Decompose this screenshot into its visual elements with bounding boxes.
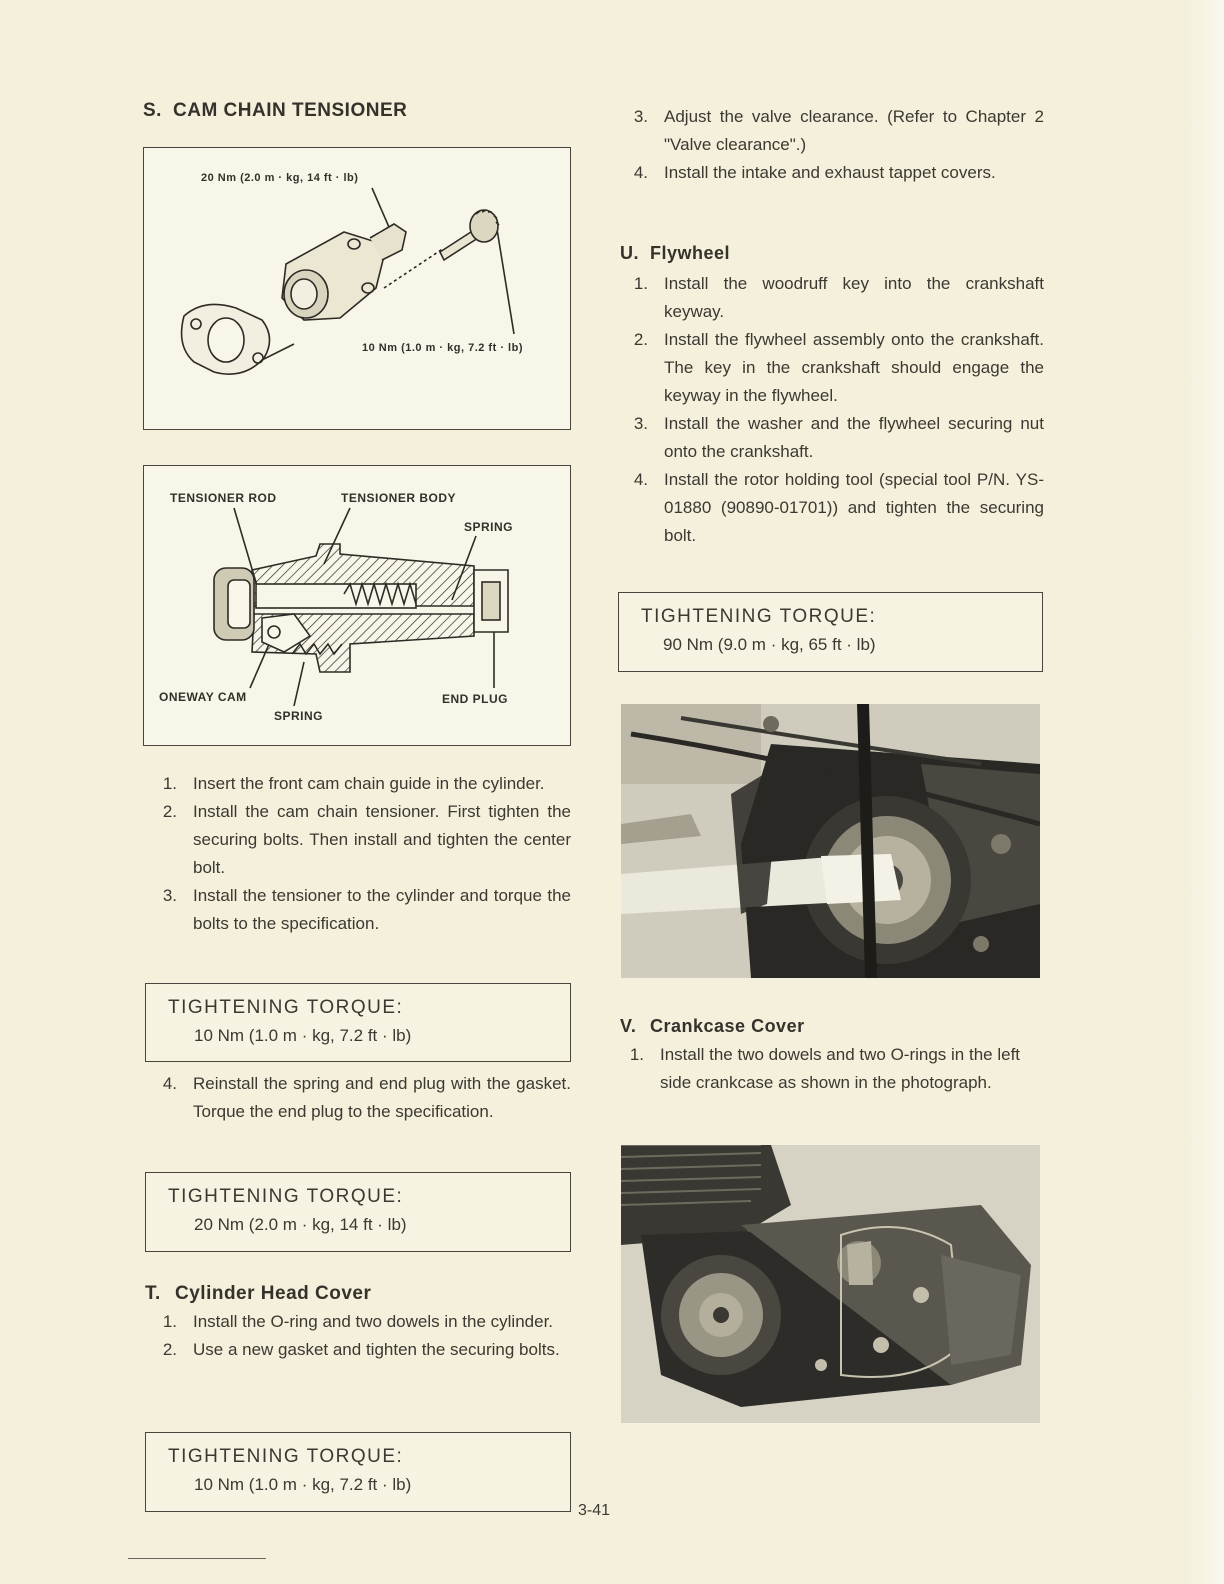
torque-label: TIGHTENING TORQUE: bbox=[168, 1186, 404, 1207]
section-u-heading bbox=[620, 243, 730, 264]
step-number: 4. bbox=[162, 1074, 177, 1093]
section-t-heading bbox=[145, 1283, 371, 1305]
step-text: Install the O-ring and two dowels in the cylinder. bbox=[193, 1312, 554, 1331]
list-item bbox=[145, 1308, 571, 1336]
torque-label: TIGHTENING TORQUE: bbox=[168, 1446, 404, 1467]
step-text: Install the flywheel assembly onto the crankshaft. The key in the crankshaft should engage the keyway in the flywheel. bbox=[664, 330, 1044, 405]
step-text: Install the two dowels and two O-rings in the left side crankcase as shown in the photograph. bbox=[660, 1045, 1021, 1092]
step-text: Install the rotor holding tool (special tool P/N. YS-01880 (90890-01701)) and tighten the securing bolt. bbox=[664, 470, 1044, 545]
step-number: 3. bbox=[633, 107, 648, 126]
step-number: 1. bbox=[162, 774, 177, 793]
step-number: 3. bbox=[633, 414, 648, 433]
step-number: 3. bbox=[162, 886, 177, 905]
list-item bbox=[145, 798, 571, 882]
list-item bbox=[612, 1041, 1042, 1097]
section-letter: S. bbox=[143, 100, 162, 121]
cross-section-drawing bbox=[144, 466, 570, 745]
photo-crankcase-drawing bbox=[621, 1145, 1040, 1423]
torque-callout-bottom: 10 Nm (1.0 m · kg, 7.2 ft · lb) bbox=[362, 342, 523, 354]
label-tensioner-body: TENSIONER BODY bbox=[341, 491, 457, 505]
torque-value: 90 Nm (9.0 m · kg, 65 ft · lb) bbox=[663, 635, 876, 654]
step-number: 2. bbox=[162, 802, 177, 821]
steps-right-top bbox=[616, 103, 1044, 187]
exploded-drawing bbox=[144, 148, 570, 429]
step-text: Install the tensioner to the cylinder and torque the bolts to the specification. bbox=[193, 886, 571, 933]
step-text: Install the cam chain tensioner. First tighten the securing bolts. Then install and tighten the center bolt. bbox=[193, 802, 571, 877]
photo-left-crankcase bbox=[621, 1145, 1040, 1423]
list-item bbox=[616, 410, 1044, 466]
step-text: Insert the front cam chain guide in the cylinder. bbox=[193, 774, 545, 793]
steps-section-v bbox=[612, 1041, 1042, 1097]
step-text: Reinstall the spring and end plug with the gasket. Torque the end plug to the specification. bbox=[193, 1074, 571, 1121]
steps-section-u bbox=[616, 270, 1044, 550]
step-number: 1. bbox=[629, 1045, 644, 1064]
steps-section-s-cont bbox=[145, 1070, 571, 1126]
list-item bbox=[145, 770, 571, 798]
torque-box-4 bbox=[618, 592, 1043, 672]
torque-value: 10 Nm (1.0 m · kg, 7.2 ft · lb) bbox=[194, 1026, 412, 1045]
list-item bbox=[145, 1336, 571, 1364]
torque-box-1 bbox=[145, 983, 571, 1062]
torque-value: 20 Nm (2.0 m · kg, 14 ft · lb) bbox=[194, 1215, 407, 1234]
page-number: 3-41 bbox=[578, 1502, 611, 1519]
step-text: Install the woodruff key into the crankshaft keyway. bbox=[664, 274, 1044, 321]
step-number: 4. bbox=[633, 163, 648, 182]
section-title: Crankcase Cover bbox=[650, 1016, 805, 1036]
list-item bbox=[145, 1070, 571, 1126]
torque-box-3 bbox=[145, 1432, 571, 1512]
section-title: CAM CHAIN TENSIONER bbox=[173, 100, 408, 121]
list-item bbox=[145, 882, 571, 938]
step-text: Install the washer and the flywheel securing nut onto the crankshaft. bbox=[664, 414, 1044, 461]
torque-callout-top: 20 Nm (2.0 m · kg, 14 ft · lb) bbox=[201, 172, 359, 184]
step-text: Use a new gasket and tighten the securing bolts. bbox=[193, 1340, 560, 1359]
section-title: Flywheel bbox=[650, 243, 731, 263]
section-letter: U. bbox=[620, 243, 639, 263]
label-end-plug: END PLUG bbox=[442, 692, 509, 706]
step-number: 1. bbox=[162, 1312, 177, 1331]
list-item bbox=[616, 159, 1044, 187]
footer-rule bbox=[128, 1558, 266, 1559]
list-item bbox=[616, 326, 1044, 410]
photo-flywheel-holding-tool bbox=[621, 704, 1040, 978]
page-edge bbox=[1184, 0, 1224, 1584]
list-item bbox=[616, 466, 1044, 550]
list-item bbox=[616, 103, 1044, 159]
steps-section-s bbox=[145, 770, 571, 938]
label-tensioner-rod: TENSIONER ROD bbox=[170, 491, 277, 505]
step-number: 2. bbox=[162, 1340, 177, 1359]
section-letter: V. bbox=[620, 1016, 637, 1036]
label-spring-bottom: SPRING bbox=[274, 709, 324, 723]
label-oneway-cam: ONEWAY CAM bbox=[159, 690, 247, 704]
step-number: 4. bbox=[633, 470, 648, 489]
figure-tensioner-cross-section bbox=[143, 465, 571, 746]
torque-label: TIGHTENING TORQUE: bbox=[641, 606, 877, 627]
step-number: 1. bbox=[633, 274, 648, 293]
section-s-heading bbox=[143, 100, 407, 122]
steps-section-t bbox=[145, 1308, 571, 1364]
section-title: Cylinder Head Cover bbox=[175, 1283, 372, 1304]
step-text: Install the intake and exhaust tappet covers. bbox=[664, 163, 996, 182]
list-item bbox=[616, 270, 1044, 326]
step-number: 2. bbox=[633, 330, 648, 349]
photo-flywheel-drawing bbox=[621, 704, 1040, 978]
torque-box-2 bbox=[145, 1172, 571, 1252]
torque-value: 10 Nm (1.0 m · kg, 7.2 ft · lb) bbox=[194, 1475, 412, 1494]
section-v-heading bbox=[620, 1016, 805, 1037]
figure-exploded-tensioner bbox=[143, 147, 571, 430]
torque-label: TIGHTENING TORQUE: bbox=[168, 997, 404, 1018]
section-letter: T. bbox=[145, 1283, 161, 1304]
step-text: Adjust the valve clearance. (Refer to Chapter 2 "Valve clearance".) bbox=[664, 107, 1044, 154]
label-spring-top: SPRING bbox=[464, 520, 514, 534]
